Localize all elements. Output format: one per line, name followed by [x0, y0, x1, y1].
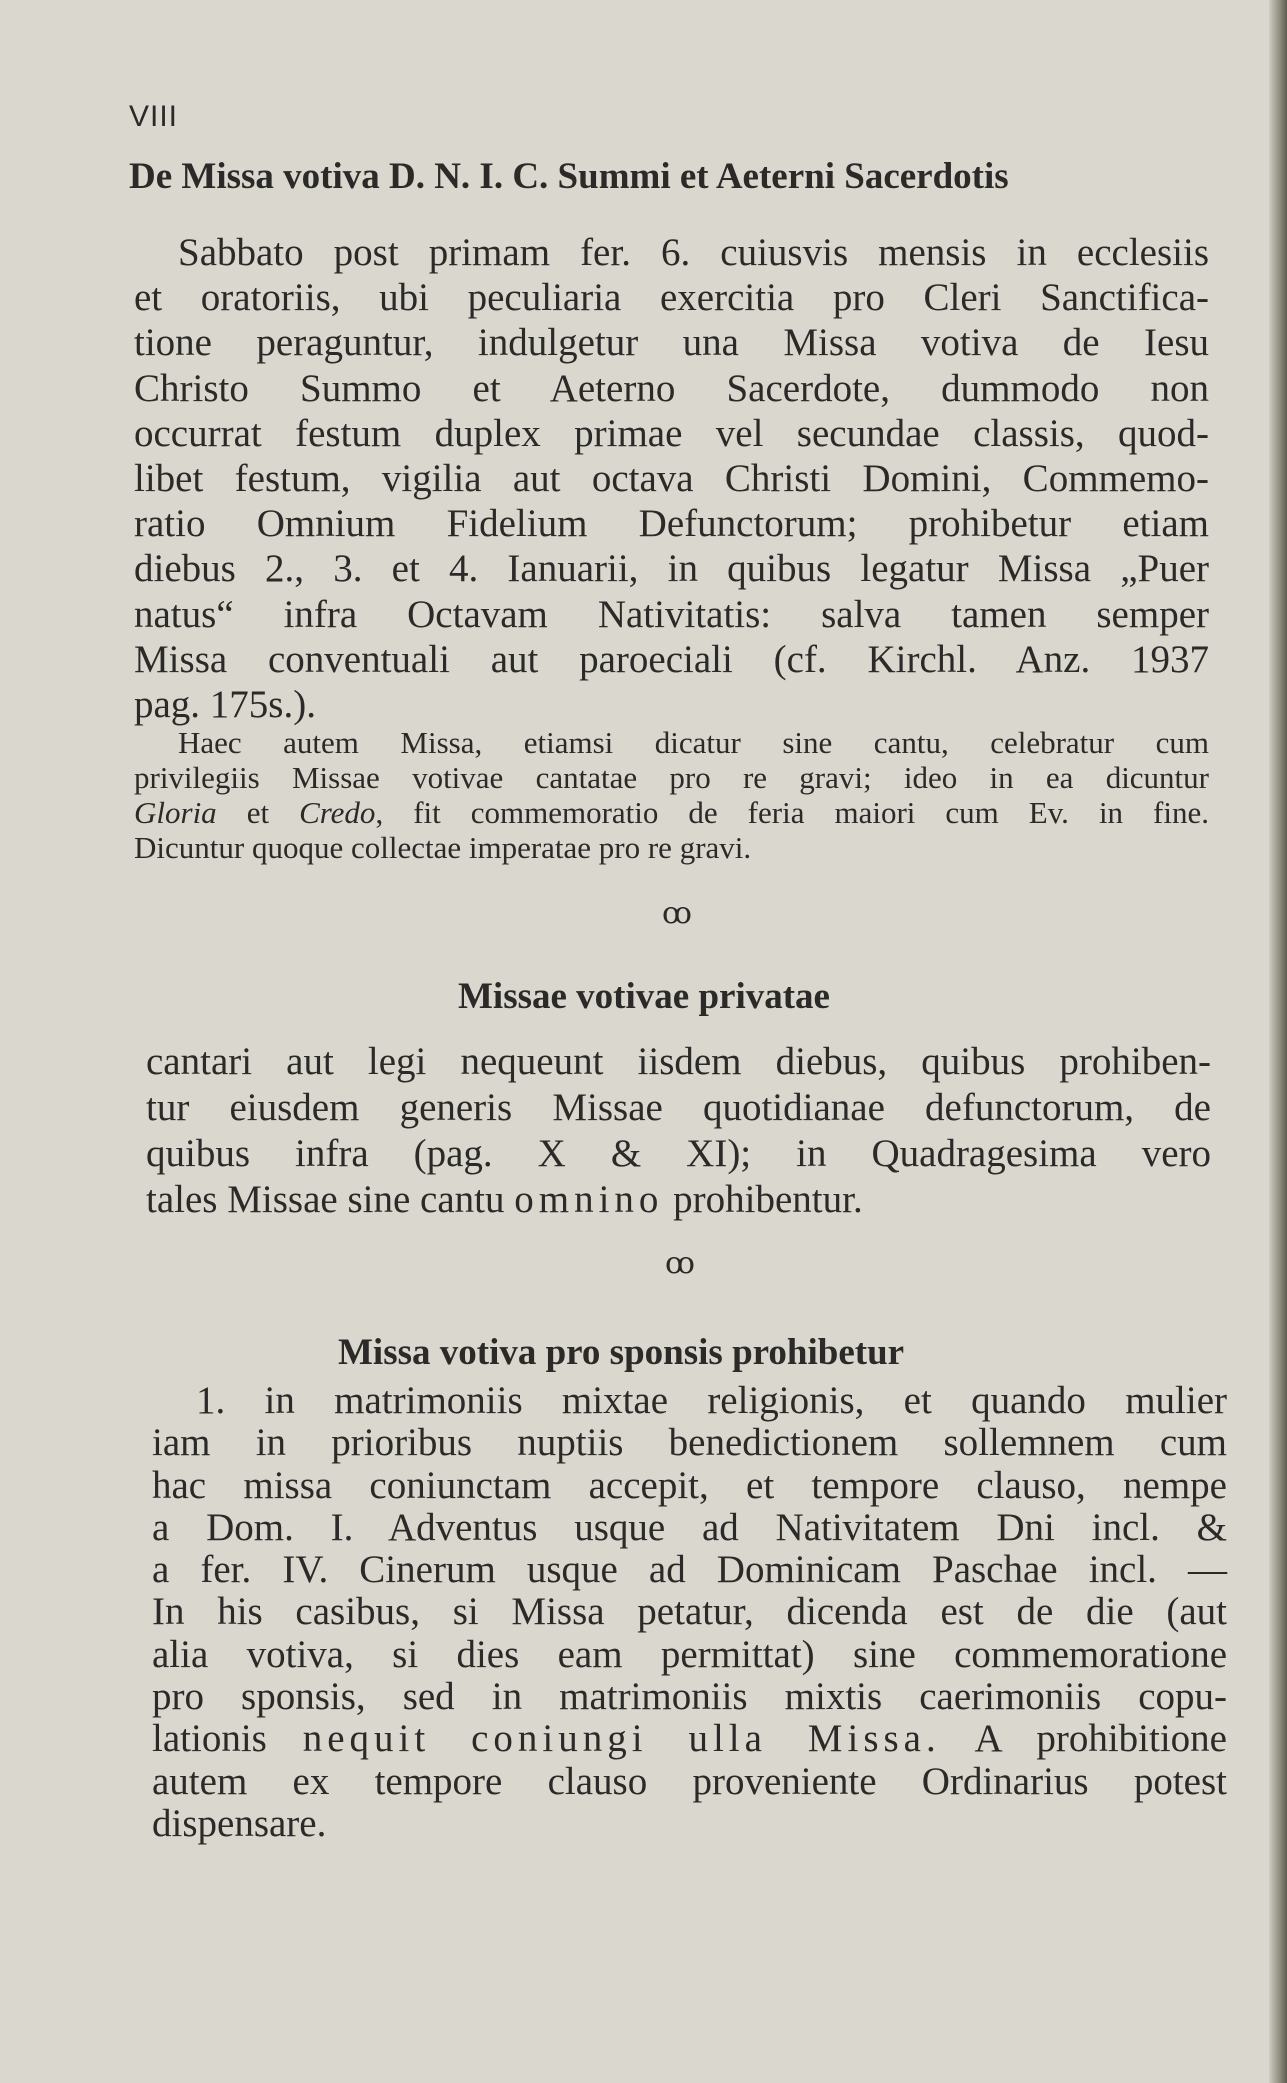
- text-line: [152, 1380, 1227, 1422]
- text-segment: prohibentur.: [663, 1178, 863, 1221]
- text-segment: cantari aut legi nequeunt iisdem diebus, quibus prohiben-: [146, 1040, 1211, 1083]
- text-segment: autem ex tempore clauso proveniente Ordinarius potest: [152, 1759, 1227, 1803]
- text-line: [134, 795, 1209, 830]
- text-segment: pag. 175s.).: [134, 682, 316, 726]
- text-line: [152, 1549, 1227, 1591]
- text-segment: tione peraguntur, indulgetur una Missa votiva de Iesu: [134, 321, 1209, 365]
- text-line: [134, 230, 1209, 275]
- text-segment: Missa conventuali aut paroeciali (cf. Kirchl. Anz. 1937: [134, 637, 1209, 681]
- section1-paragraph: [134, 230, 1209, 727]
- text-segment: dispensare.: [152, 1801, 327, 1845]
- text-line: [134, 411, 1209, 456]
- text-line: [134, 637, 1209, 682]
- text-line: [146, 1177, 1211, 1223]
- text-segment: occurrat festum duplex primae vel secundae classis, quod-: [134, 411, 1209, 455]
- text-line: [152, 1634, 1227, 1676]
- text-segment: , fit commemoratio de feria maiori cum Ev. in fine.: [375, 795, 1210, 830]
- text-segment: Sabbato post primam fer. 6. cuiusvis mensis in ecclesiis: [178, 231, 1209, 274]
- text-segment: et oratoriis, ubi peculiaria exercitia pro Cleri Sanctifica-: [134, 276, 1209, 320]
- page-number: VIII: [129, 100, 179, 133]
- section3-paragraph: [152, 1380, 1227, 1845]
- text-line: [134, 501, 1209, 546]
- text-segment: hac missa coniunctam accepit, et tempore clauso, nempe: [152, 1463, 1227, 1507]
- text-line: [134, 456, 1209, 501]
- text-segment: diebus 2., 3. et 4. Ianuarii, in quibus legatur Missa „Puer: [134, 547, 1209, 591]
- text-line: [134, 760, 1209, 795]
- text-segment: iam in prioribus nuptiis benedictionem sollemnem cum: [152, 1421, 1227, 1465]
- text-segment: In his casibus, si Missa petatur, dicenda est de die (aut: [152, 1590, 1227, 1634]
- text-segment: natus“ infra Octavam Nativitatis: salva tamen semper: [134, 592, 1209, 636]
- text-line: [152, 1803, 1227, 1845]
- text-line: [134, 320, 1209, 365]
- text-segment: lationis: [152, 1717, 303, 1761]
- text-line: [134, 830, 1209, 865]
- text-segment: 1. in matrimoniis mixtae religionis, et quando mulier: [196, 1379, 1227, 1422]
- section-heading-2: Missae votivae privatae: [458, 976, 830, 1017]
- text-segment: tur eiusdem generis Missae quotidianae defunctorum, de: [146, 1086, 1211, 1129]
- section1-note: [134, 725, 1209, 865]
- page-edge-shadow: [1269, 0, 1287, 2083]
- italic-text: Gloria: [134, 795, 217, 830]
- text-segment: ratio Omnium Fidelium Defunctorum; prohibetur etiam: [134, 502, 1209, 546]
- text-line: [134, 682, 1209, 727]
- spaced-emphasis-text: nequit coniungi ulla Missa.: [302, 1717, 941, 1761]
- text-segment: Dicuntur quoque collectae imperatae pro re gravi.: [134, 830, 752, 865]
- text-segment: a Dom. I. Adventus usque ad Nativitatem Dni incl. &: [152, 1505, 1227, 1549]
- italic-text: Credo: [299, 795, 376, 830]
- text-segment: tales Missae sine cantu: [146, 1178, 515, 1221]
- text-line: [152, 1507, 1227, 1549]
- text-line: [152, 1676, 1227, 1718]
- text-line: [134, 725, 1209, 760]
- spaced-emphasis-text: omnino: [514, 1178, 664, 1221]
- text-segment: libet festum, vigilia aut octava Christi Domini, Commemo-: [134, 456, 1209, 500]
- text-line: [152, 1718, 1227, 1760]
- ornament-divider-1: ꝏ: [662, 897, 692, 930]
- text-segment: a fer. IV. Cinerum usque ad Dominicam Paschae incl. —: [152, 1548, 1227, 1592]
- section-heading-1: De Missa votiva D. N. I. C. Summi et Aeterni Sacerdotis: [129, 156, 1009, 197]
- section2-paragraph: [146, 1039, 1211, 1223]
- text-segment: quibus infra (pag. X & XI); in Quadragesima vero: [146, 1132, 1211, 1175]
- text-line: [152, 1591, 1227, 1633]
- text-line: [152, 1761, 1227, 1803]
- text-line: [146, 1039, 1211, 1085]
- text-line: [134, 546, 1209, 591]
- text-line: [152, 1465, 1227, 1507]
- text-segment: et: [216, 795, 300, 830]
- text-segment: privilegiis Missae votivae cantatae pro re gravi; ideo in ea dicuntur: [134, 760, 1209, 795]
- ornament-divider-2: ꝏ: [665, 1247, 695, 1280]
- section-heading-3: Missa votiva pro sponsis prohibetur: [338, 1332, 905, 1373]
- text-segment: Christo Summo et Aeterno Sacerdote, dummodo non: [134, 366, 1209, 410]
- text-line: [134, 366, 1209, 411]
- text-line: [152, 1422, 1227, 1464]
- text-segment: pro sponsis, sed in matrimoniis mixtis caerimoniis copu-: [152, 1675, 1227, 1719]
- text-line: [134, 275, 1209, 320]
- text-segment: alia votiva, si dies eam permittat) sine commemoratione: [152, 1632, 1227, 1676]
- text-segment: Haec autem Missa, etiamsi dicatur sine cantu, celebratur cum: [178, 725, 1209, 760]
- text-line: [146, 1085, 1211, 1131]
- text-line: [146, 1131, 1211, 1177]
- text-segment: A prohibitione: [940, 1717, 1227, 1761]
- text-line: [134, 592, 1209, 637]
